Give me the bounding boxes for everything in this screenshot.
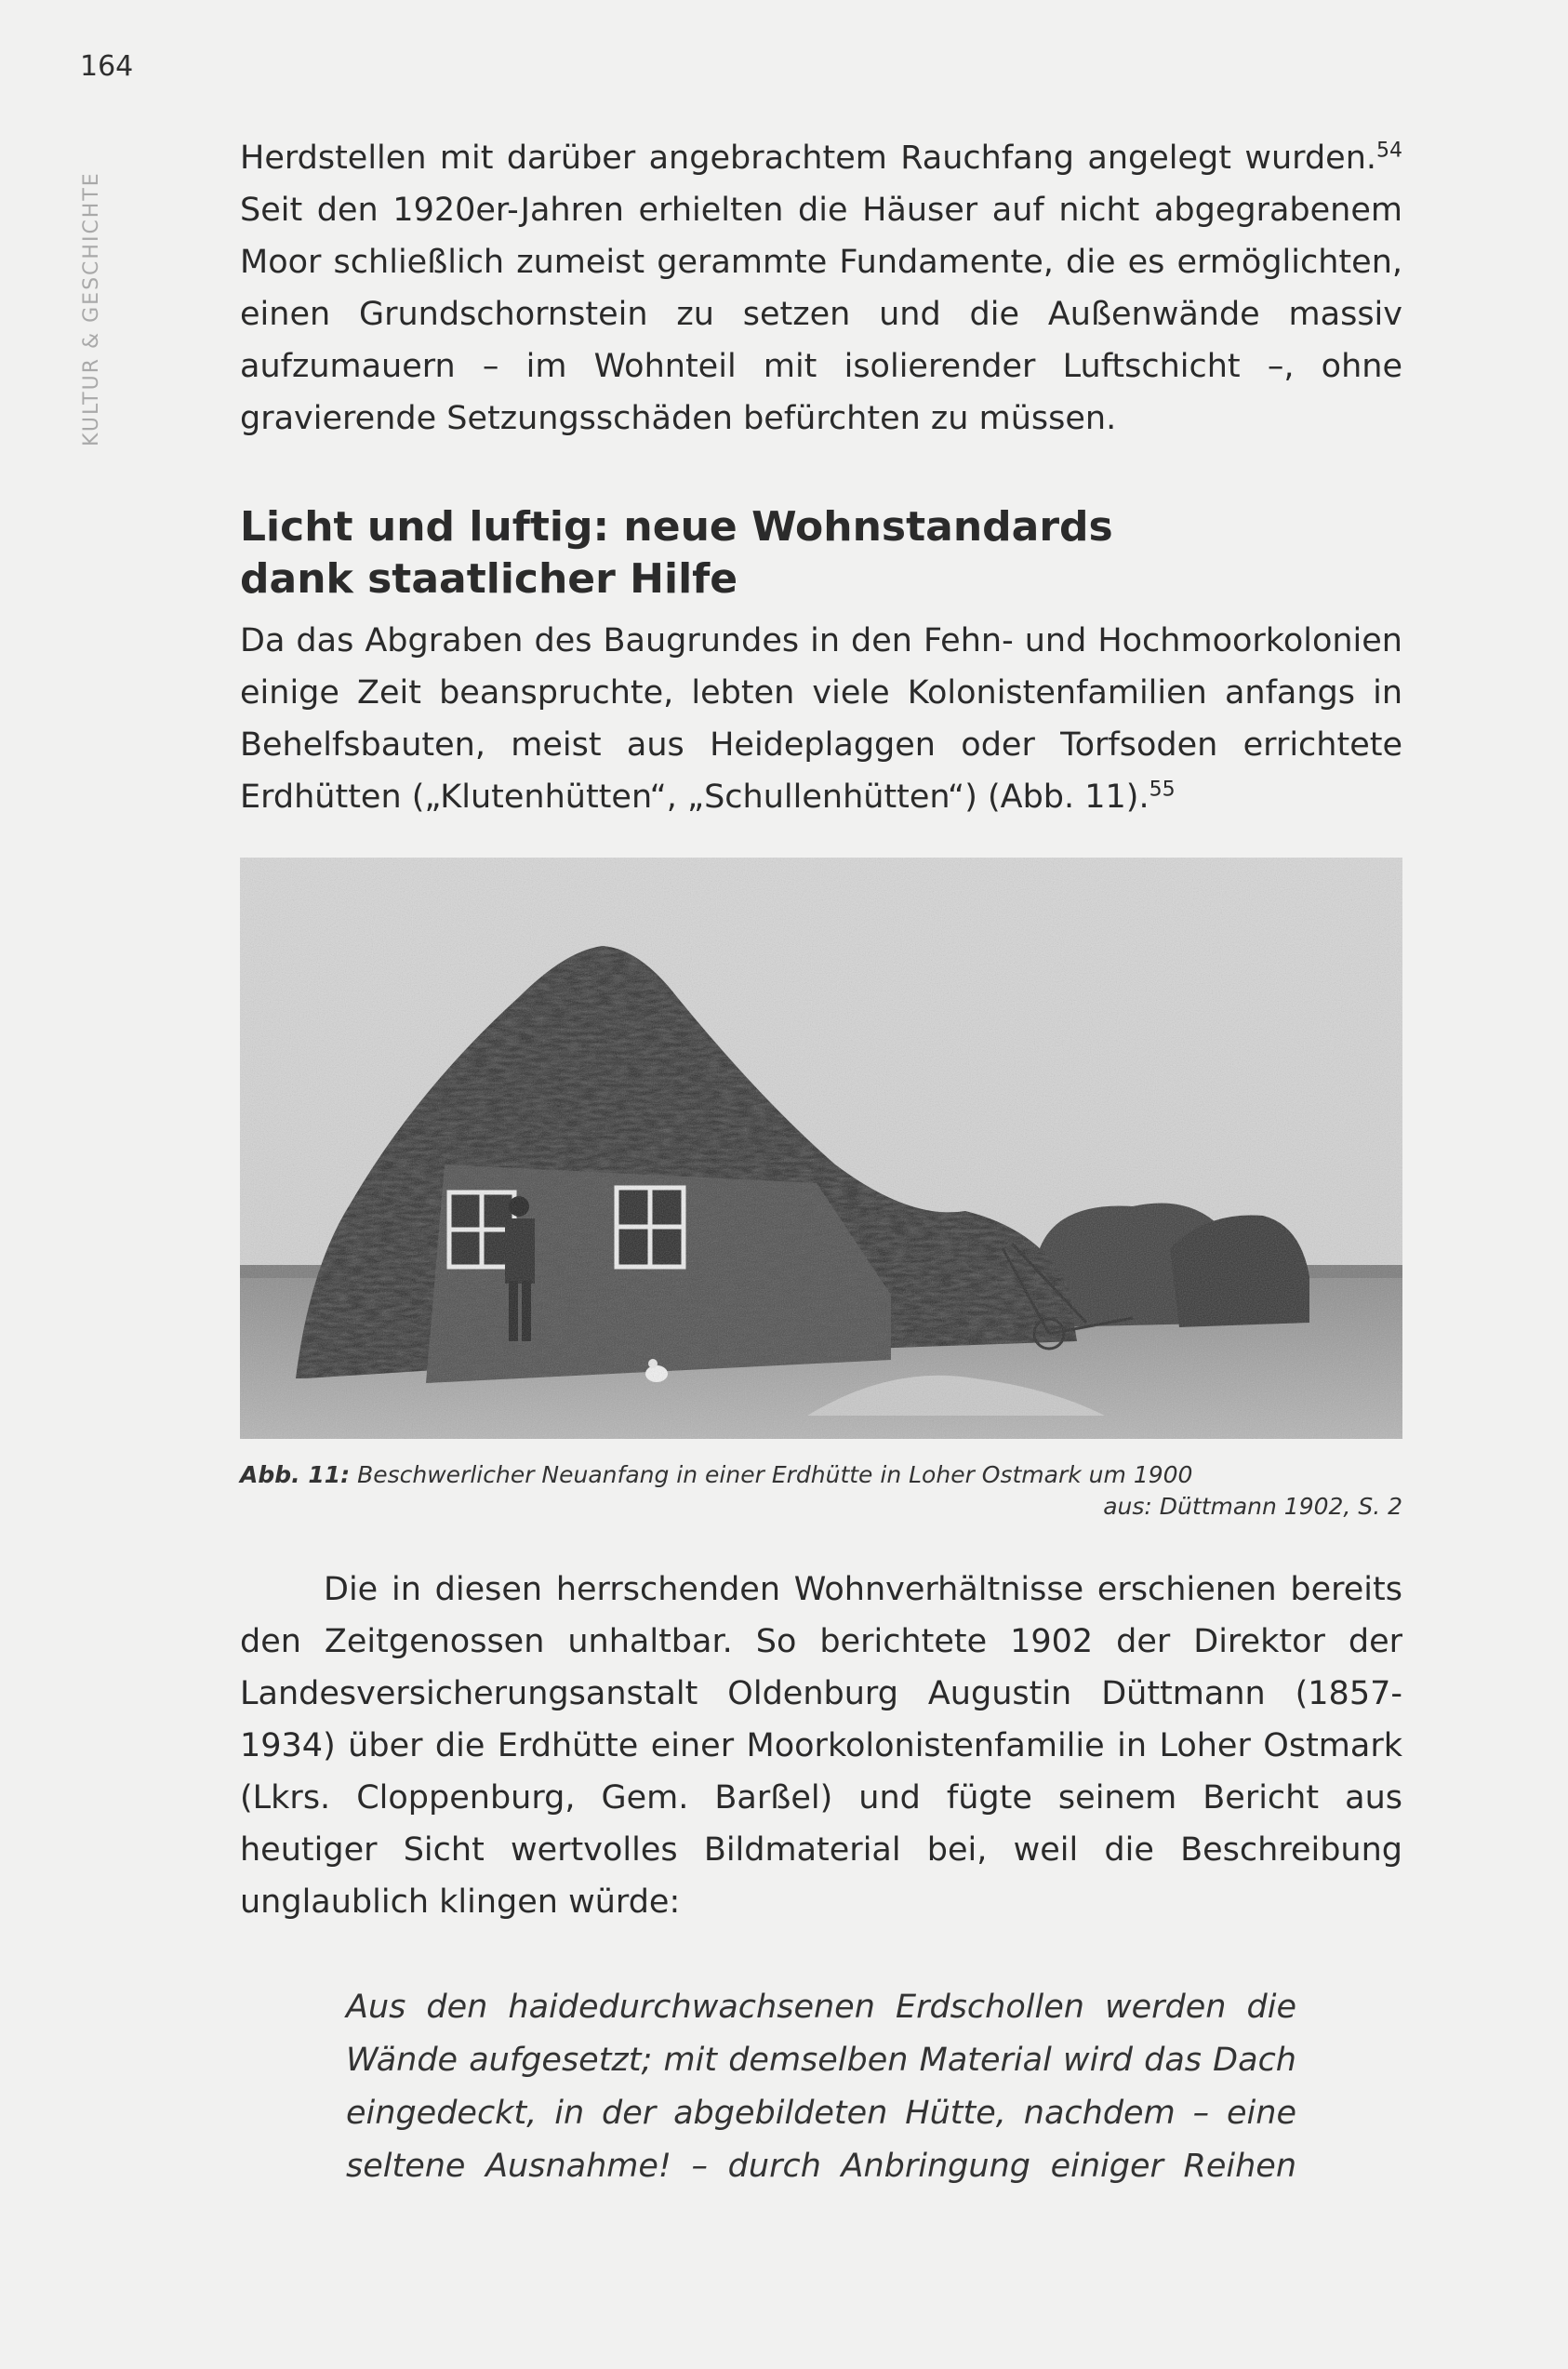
figure-caption [240,1461,1402,1488]
section-block [240,501,1402,823]
figure-photo [240,858,1402,1439]
figure-label: Abb. 11: [240,1461,351,1488]
footnote-ref-54[interactable]: 54 [1376,139,1402,163]
section-text: Da das Abgraben des Baugrundes in den Fehn- und Hochmoorkolonien einige Zeit beanspruchte, lebten viele Kolonistenfamilien anfangs in Behelfsbauten, meist aus Heideplaggen oder Torfsoden errichtete Erdhütten („Klutenhütten“, „Schullenhütten“) (Abb. 11). [240,622,1402,816]
intro-text-continued: Seit den 1920er-Jahren erhielten die Häuser auf nicht abgegrabenem Moor schließlich zumeist gerammte Fundamente, die es ermöglichten, einen Grundschornstein zu setzen und die Außenwände massiv aufzumauern – im Wohnteil mit isolierender Luftschicht –, ohne gravierende Setzungsschäden befürchten zu müssen. [240,192,1402,437]
section-heading-line2: dank staatlicher Hilfe [240,555,738,603]
figure-caption-text: Beschwerlicher Neuanfang in einer Erdhütte in Loher Ostmark um 1900 [357,1461,1193,1488]
section-paragraph [240,615,1402,823]
intro-paragraph [240,132,1402,445]
footnote-ref-55[interactable]: 55 [1149,778,1176,802]
body-block [240,1564,1402,1928]
intro-block [240,132,1402,445]
section-heading [240,501,1170,606]
figure-source: aus: Düttmann 1902, S. 2 [1103,1493,1402,1520]
running-head: KULTUR & GESCHICHTE [80,171,103,446]
earth-hut-photo [240,858,1402,1439]
body-paragraph: Die in diesen herrschenden Wohnverhältnisse erschienen bereits den Zeitgenossen unhaltbar. So berichtete 1902 der Direktor der Landesversicherungsanstalt Oldenburg Augustin Düttmann (1857-1934) über die Erdhütte einer Moorkolonistenfamilie in Loher Ostmark (Lkrs. Cloppenburg, Gem. Barßel) und fügte seinem Bericht aus heutiger Sicht wertvolles Bildmaterial bei, weil die Beschreibung unglaublich klingen würde: [240,1571,1402,1921]
page-number: 164 [80,50,134,83]
block-quote: Aus den haidedurchwachsenen Erdschollen werden die Wände aufgesetzt; mit demselben Material wird das Dach eingedeckt, in der abgebildeten Hütte, nachdem – eine seltene Ausnahme! – durch Anbringung einiger Reihen [346,1989,1296,2185]
intro-text: Herdstellen mit darüber angebrachtem Rauchfang angelegt wurden. [240,140,1376,177]
section-heading-line1: Licht und luftig: neue Wohnstandards [240,503,1113,551]
